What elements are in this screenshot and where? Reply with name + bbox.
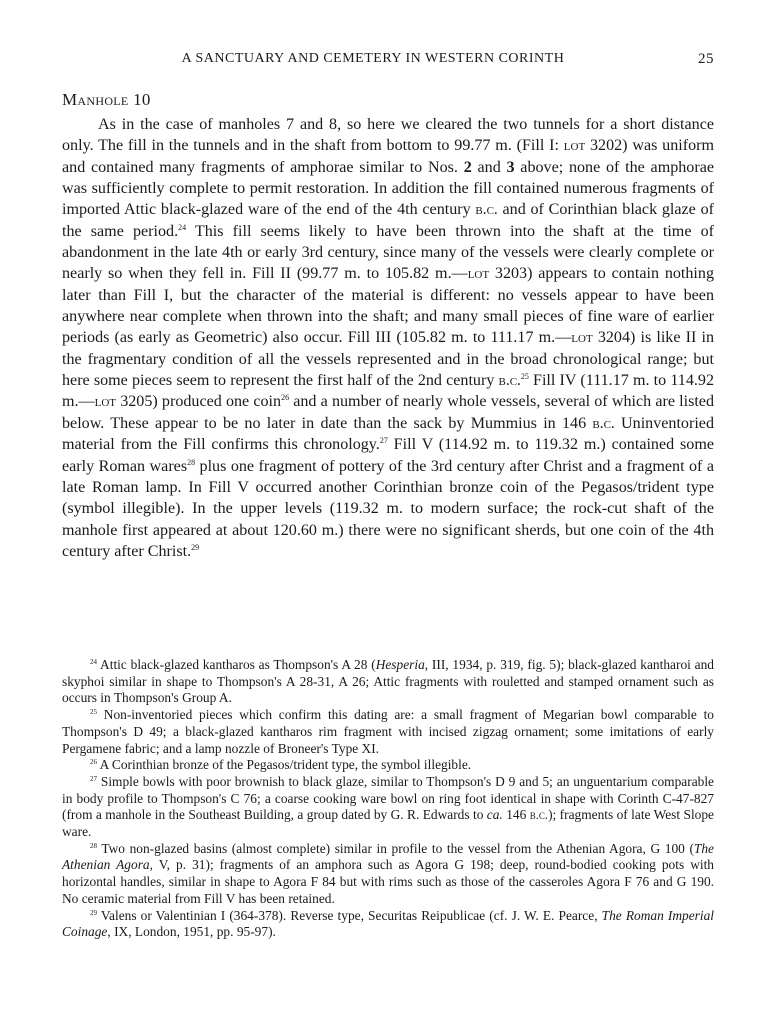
- body-text: [62, 114, 714, 562]
- footnote-ref[interactable]: 25: [520, 372, 529, 382]
- era-label: b.c.: [475, 201, 498, 219]
- footnote-mark: 29: [90, 908, 97, 917]
- running-head-title: A SANCTUARY AND CEMETERY IN WESTERN CORINTH: [181, 51, 565, 66]
- footnote-ref[interactable]: 29: [191, 542, 200, 552]
- era-label: b.c.: [592, 414, 615, 432]
- footnote-ref[interactable]: 24: [178, 222, 187, 232]
- era-label: b.c.: [498, 372, 521, 390]
- footnotes: [62, 657, 714, 941]
- footnote-mark: 27: [90, 774, 97, 783]
- footnote-24: $^{24}$ Attic black-glazed kantharos as Thompson's A 28 (Hesperia, III, 1934, p. 319, fig. 5); black-glazed kantharoi and skyphoi similar in shape to Thompson's A 28-31, A 26; Attic fragments with rouletted and stamped ornament such as occurs in Thompson's Group A.: [62, 657, 714, 706]
- body-paragraph: As in the case of manholes 7 and 8, so here we cleared the two tunnels for a short distance only. The fill in the tunnels and in the shaft from bottom to 99.77 m. (Fill I: lot 3202) was uniform and contained many fragments of amphorae similar to Nos. 2 and 3 above; none of the amphorae was sufficiently complete to permit restoration. In addition the fill contained numerous fragments of imported Attic black-glazed ware of the end of the 4th century b.c. and of Corinthian black glaze of the same period.$^{24}$ This fill seems likely to have been thrown into the shaft at the time of abandonment in the late 4th or early 3rd century, since many of the vessels were clearly complete or nearly so when they fell in. Fill II (99.77 m. to 105.82 m.—lot 3203) appears to contain nothing later than Fill I, but the character of the material is different: no vessels appear to have been anywhere near complete when thrown into the shaft; and many small pieces of fine ware of earlier periods (as early as Geometric) also occur. Fill III (105.82 m. to 111.17 m.—lot 3204) is like II in the fragmentary condition of all the vessels represented and in the broad chronological range; but here some pieces seem to represent the first half of the 2nd century b.c.$^{25}$ Fill IV (111.17 m. to 114.92 m.—lot 3205) produced one coin$^{26}$ and a number of nearly whole vessels, several of which are listed below. These appear to be no later in date than the sack by Mummius in 146 b.c. Uninventoried material from the Fill confirms this chronology.$^{27}$ Fill V (114.92 m. to 119.32 m.) contained some early Roman wares$^{28}$ plus one fragment of pottery of the 3rd century after Christ and a fragment of a late Roman lamp. In Fill V occurred another Corinthian bronze coin of the Pegasos/trident type (symbol illegible). In the upper levels (119.32 m. to modern surface; the rock-cut shaft of the manhole first appeared at about 120.60 m.) there were no significant sherds, but one coin of the 4th century after Christ.$^{29}$: [62, 116, 715, 560]
- footnote-25: $^{25}$ Non-inventoried pieces which confirm this dating are: a small fragment of Megarian bowl comparable to Thompson's D 49; a black-glazed kantharos rim fragment with incised zigzag ornament; some imitations of early Pergamene fabric; and a lamp nozzle of Broneer's Type XI.: [62, 707, 714, 756]
- footnote-mark: 26: [90, 758, 97, 767]
- catalogue-number: 3: [506, 158, 515, 176]
- footnote-ref[interactable]: 28: [187, 457, 196, 467]
- running-head: [62, 50, 714, 68]
- footnote-29: $^{29}$ Valens or Valentinian I (364-378). Reverse type, Securitas Reipublicae (cf. J. W. E. Pearce, The Roman Imperial Coinage, IX, London, 1951, pp. 95-97).: [62, 907, 714, 940]
- footnote-mark: 28: [90, 841, 97, 850]
- lot-label: lot: [563, 137, 586, 155]
- lot-label: lot: [467, 265, 490, 283]
- footnote-28: $^{28}$ Two non-glazed basins (almost complete) similar in profile to the vessel from the Athenian Agora, G 100 (The Athenian Agora, V, p. 31); fragments of an amphora such as Agora G 198; deep, round-bodied cooking pots with horizontal handles, similar in shape to Agora F 84 but with rims such as those of the casseroles Agora F 76 and G 190. No ceramic material from Fill V has been retained.: [62, 840, 714, 906]
- footnote-mark: 24: [90, 658, 97, 666]
- lot-label: lot: [571, 329, 593, 347]
- lot-label: lot: [94, 393, 117, 411]
- section-heading: Manhole 10: [62, 90, 151, 109]
- footnote-mark: 25: [90, 708, 97, 717]
- page-number: 25: [698, 51, 714, 67]
- footnote-ref[interactable]: 26: [281, 393, 290, 403]
- catalogue-number: 2: [463, 158, 472, 176]
- footnote-27: $^{27}$ Simple bowls with poor brownish to black glaze, similar to Thompson's D 9 and 5; an unguentarium comparable in body profile to Thompson's C 76; a coarse cooking ware bowl on ring foot identical in shape with Corinth C-47-827 (from a manhole in the Southeast Building, a group dated by G. R. Edwards to ca. 146 b.c.); fragments of late West Slope ware.: [62, 773, 714, 840]
- footnote-26: $^{26}$ A Corinthian bronze of the Pegasos/trident type, the symbol illegible.: [90, 757, 472, 773]
- footnote-ref[interactable]: 27: [379, 436, 388, 446]
